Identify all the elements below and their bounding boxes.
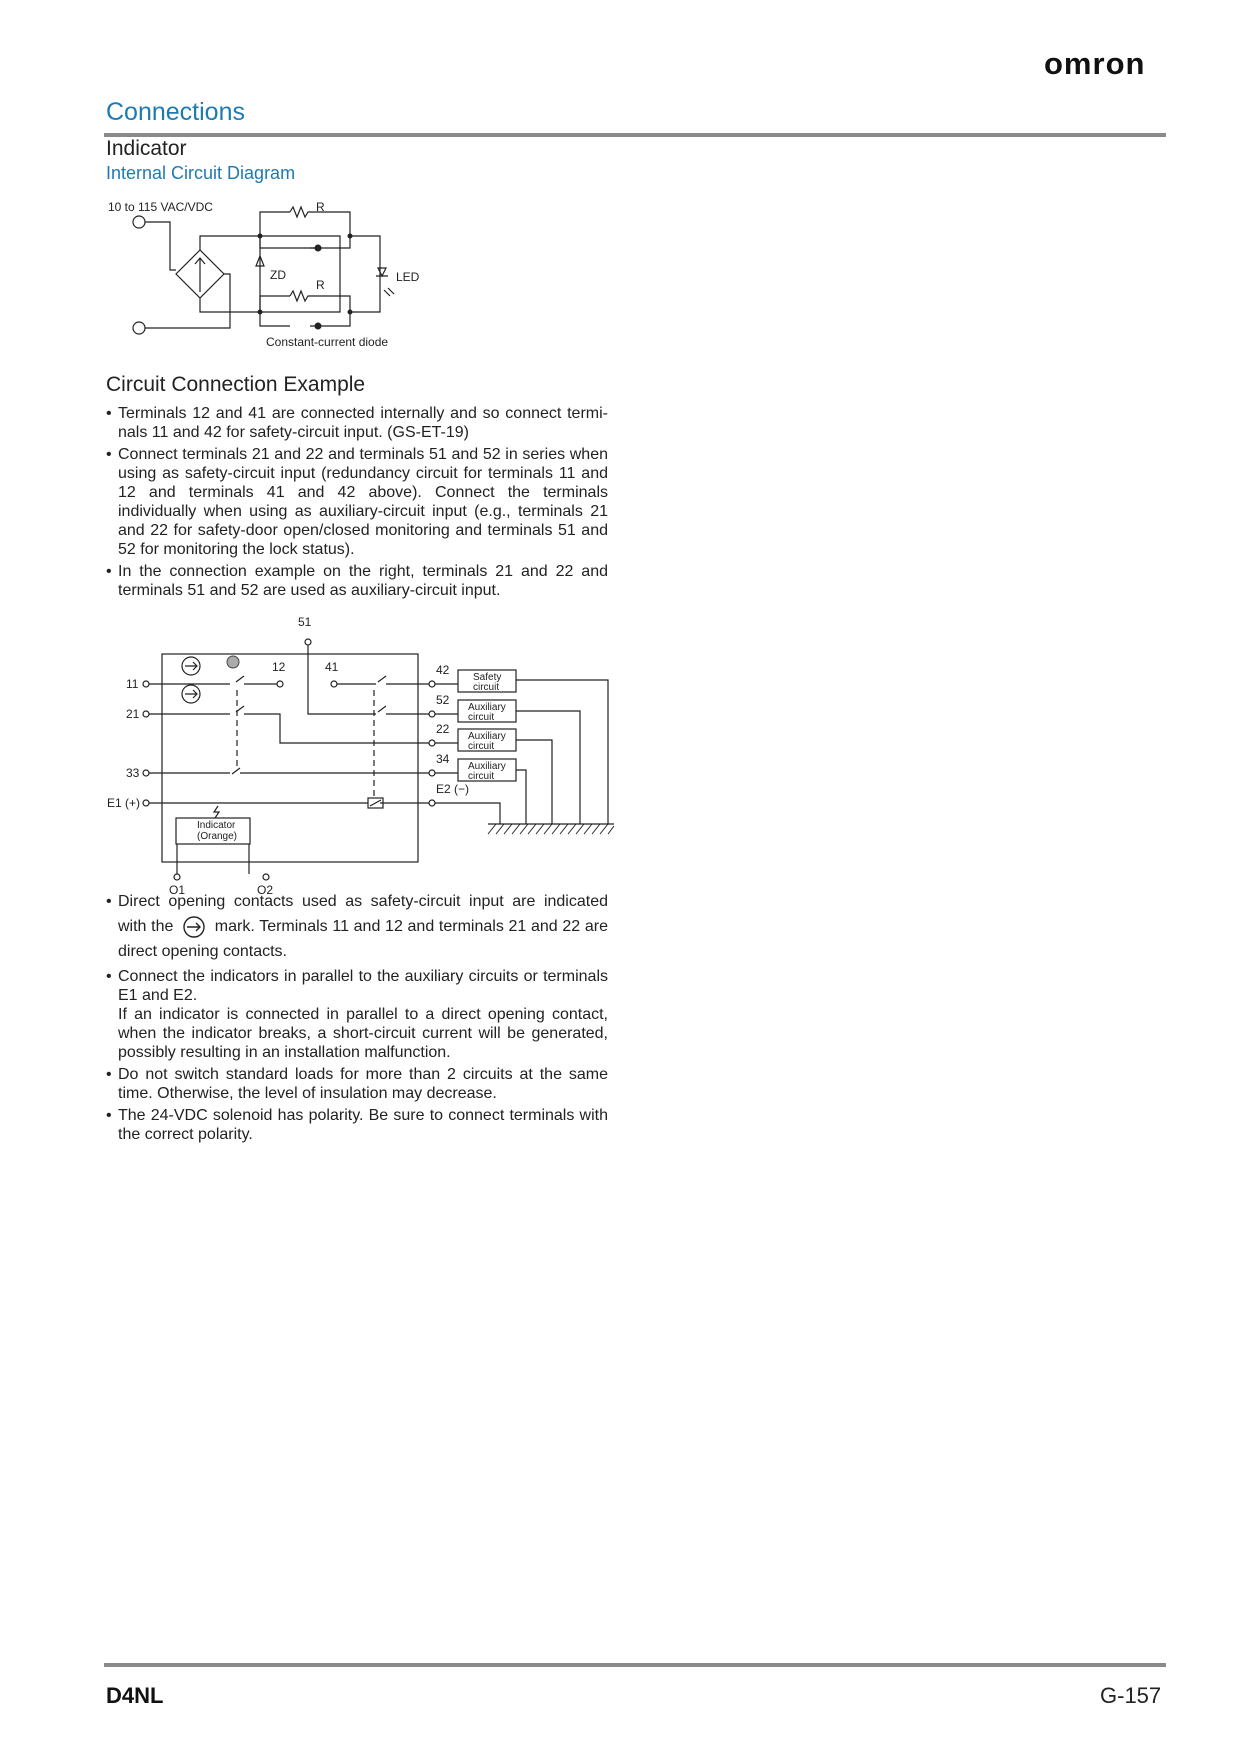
list-item: • Connect terminals 21 and 22 and terminals 51 and 52 in series when using as safety-circuit input (redundancy circuit for terminals 11 and 12 and terminals 41 and 42 above). Connect the terminals individually when using as auxiliary-circuit input (e.g., terminals 21 and 22 for safety-door open/closed monitoring and terminals 51 and 52 for monitoring the lock status).	[106, 445, 608, 559]
list-item	[106, 967, 608, 1062]
subheading-internal-circuit: Internal Circuit Diagram	[106, 163, 296, 183]
list-item	[106, 889, 608, 964]
terminal-label: 12	[272, 660, 286, 674]
direct-opening-mark	[182, 657, 200, 675]
terminal-label: E1 (+)	[107, 796, 141, 810]
terminal-label: E2 (−)	[436, 782, 470, 796]
box-label: Auxiliary	[468, 731, 506, 742]
r-label-top: R	[316, 200, 325, 214]
terminal-label: 22	[436, 722, 450, 736]
terminal-label: 42	[436, 663, 450, 677]
terminal-label: 41	[325, 660, 339, 674]
section-heading-indicator: Indicator	[106, 137, 187, 160]
switch-body	[162, 654, 418, 862]
box-label: Auxiliary	[468, 761, 506, 772]
indicator-label: Indicator	[197, 820, 236, 831]
indicator-box	[176, 818, 250, 844]
list-item: • The 24-VDC solenoid has polarity. Be sure to connect terminals with the correct polarity.	[106, 1106, 608, 1144]
zener-label: ZD	[270, 268, 286, 282]
note-direct-post: mark. Terminals 11 and 12 and terminals 21 and 22 are direct opening contacts.	[118, 918, 609, 960]
box-label: circuit	[468, 741, 495, 752]
auxiliary-circuit-box	[458, 729, 516, 751]
terminal-label: O2	[257, 883, 274, 897]
section-heading-circuit-example: Circuit Connection Example	[106, 373, 366, 396]
note-parallel-2: If an indicator is connected in parallel to a direct opening contact, when the indicator breaks, a short-circuit current will be generated, possibly resulting in an installation malfunction.	[118, 1006, 608, 1061]
ground-hatch	[488, 824, 614, 834]
direct-opening-icon	[182, 916, 206, 938]
solenoid	[368, 798, 383, 808]
footer-model: D4NL	[106, 1683, 164, 1708]
led-diode	[376, 268, 388, 276]
list-item: • Terminals 12 and 41 are connected internally and so connect terminals 11 and 42 for safety-circuit input. (GS-ET-19)	[106, 404, 608, 442]
direct-opening-mark	[182, 685, 200, 703]
terminal-label: 52	[436, 693, 450, 707]
terminal-label: 51	[298, 615, 312, 629]
terminal-label: 21	[126, 707, 140, 721]
terminal-label: O1	[169, 883, 186, 897]
footer-page-number: G-157	[1100, 1683, 1162, 1708]
footer-rule	[104, 1663, 1166, 1667]
bridge-rectifier	[176, 250, 224, 298]
safety-circuit-box	[458, 670, 516, 692]
terminal-label: 33	[126, 766, 140, 780]
supply-terminal-bottom	[133, 322, 145, 334]
resistor-top	[290, 207, 310, 217]
box-label: Safety	[473, 672, 502, 683]
header-rule	[104, 133, 1166, 137]
auxiliary-circuit-box	[458, 700, 516, 722]
list-item: • Do not switch standard loads for more than 2 circuits at the same time. Otherwise, the level of insulation may decrease.	[106, 1065, 608, 1103]
zener-diode	[256, 256, 264, 266]
supply-terminal-top	[133, 216, 145, 228]
note-direct-pre: Direct opening contacts used as safety-circuit input are indicated with the	[118, 893, 608, 935]
circuit-example-list	[106, 404, 608, 603]
terminal-label: 11	[126, 677, 139, 691]
r-label-bottom: R	[316, 278, 325, 292]
supply-label: 10 to 115 VAC/VDC	[108, 200, 213, 214]
led-label: LED	[396, 270, 420, 284]
brand-logo: omron	[1044, 46, 1146, 81]
box-label: circuit	[468, 771, 495, 782]
indicator-label: (Orange)	[197, 831, 238, 842]
ccd-label: Constant-current diode	[266, 335, 389, 349]
notes-list	[106, 889, 608, 1147]
auxiliary-circuit-box	[458, 759, 516, 781]
terminal-label: 34	[436, 752, 450, 766]
list-item: • In the connection example on the right, terminals 21 and 22 and terminals 51 and 52 are used as auxiliary-circuit input.	[106, 562, 608, 600]
page-title: Connections	[106, 98, 245, 126]
box-label: Auxiliary	[468, 702, 506, 713]
box-label: circuit	[468, 712, 495, 723]
terminal-51	[305, 639, 311, 645]
box-label: circuit	[473, 682, 500, 693]
resistor-bottom	[290, 291, 310, 301]
note-parallel: • Connect the indicators in parallel to the auxiliary circuits or terminals E1 and E2.	[118, 968, 608, 1004]
